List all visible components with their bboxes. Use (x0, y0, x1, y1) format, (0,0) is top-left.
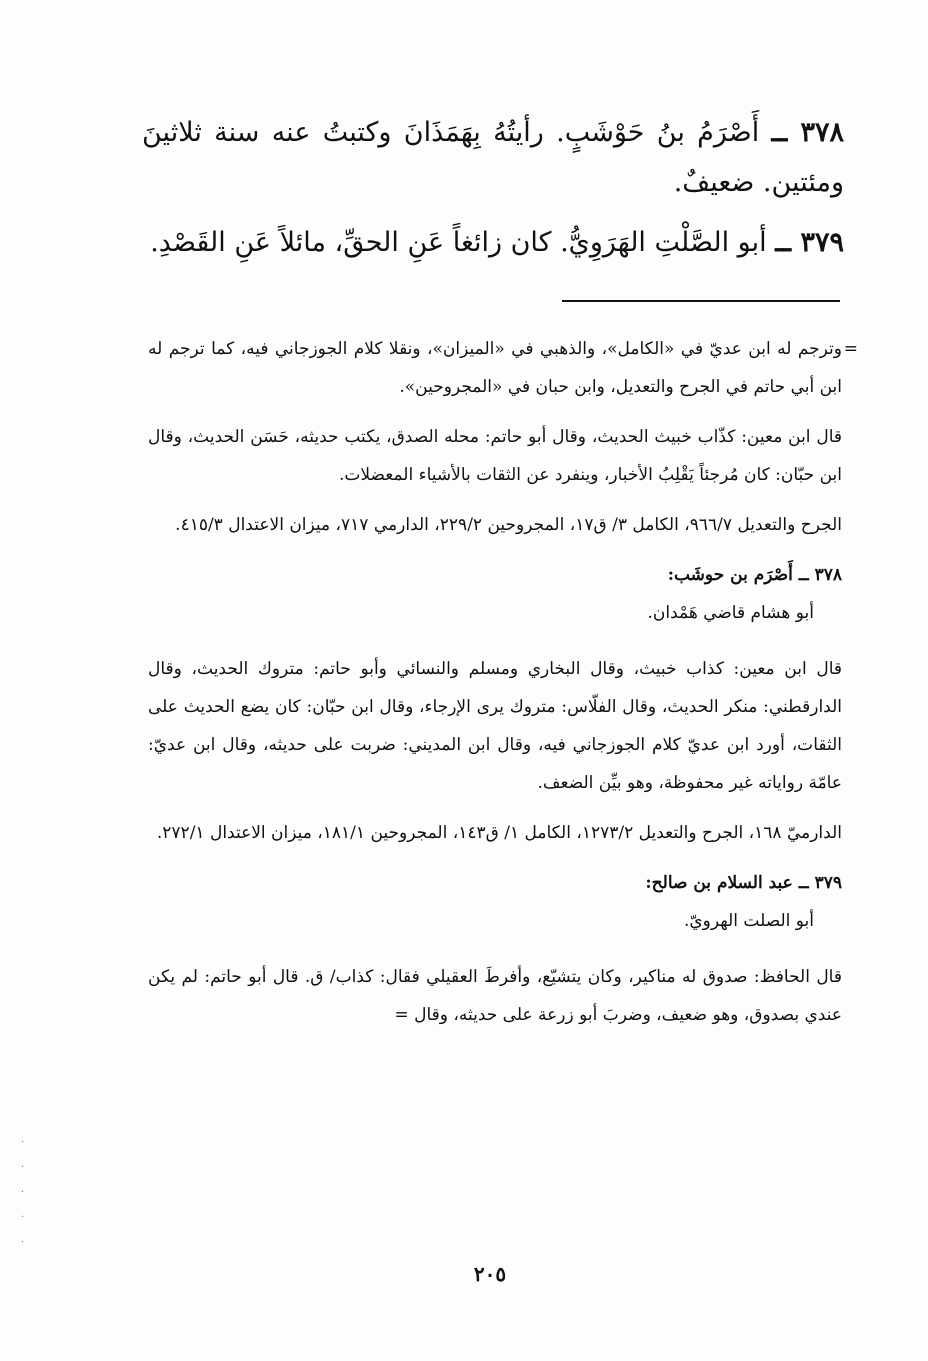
footnote-subheading: أبو الصلت الهرويّ. (683, 911, 814, 931)
footnote-paragraph: قال ابن معين: كذّاب خبيث الحديث، وقال أبو حاتم: محله الصدق، يكتب حديثه، حَسَن الحديث، وقال ابن حبّان: كان مُرجئاً يَقْلِبُ الأخبار، وينفرد عن الثقات بالأشياء المعضلات. (148, 427, 842, 485)
footnote-paragraph: قال ابن معين: كذاب خبيث، وقال البخاري ومسلم والنسائي وأبو حاتم: متروك الحديث، وقال الدارقطني: منكر الحديث، وقال الفلّاس: متروك يرى الإرجاء، وقال ابن حبّان: كان يضع الحديث على الثقات، أورد ابن عديّ كلام الجوزجاني فيه، وقال ابن المديني: ضربت على حديثه، وقال ابن عديّ: عامّة رواياته غير محفوظة، وهو بيِّن الضعف. (148, 659, 843, 793)
page-number: ٢٠٥ (473, 1262, 507, 1286)
entry-379 (142, 218, 844, 268)
footnotes (148, 330, 858, 1046)
footnote-subheading: أبو هشام قاضي هَمْدان. (647, 603, 814, 623)
entry-378 (142, 108, 844, 208)
footnote-references: الجرح والتعديل ٩٦٦/٧، الكامل ٣/ ق١٧، المجروحين ٢٢٩/٢، الدارمي ٧١٧، ميزان الاعتدال ٤١٥/٣. (175, 515, 842, 535)
entry-text: أبو الصَّلْتِ الهَرَوِيُّ. كان زائغاً عَنِ الحقِّ، مائلاً عَنِ القَصْدِ. (150, 227, 767, 258)
continuation-mark: = (843, 339, 858, 359)
footnote-separator (562, 300, 840, 302)
main-text (142, 108, 844, 278)
entry-number: ٣٧٩ ــ (775, 227, 844, 258)
footnote-paragraph: قال الحافظ: صدوق له مناكير، وكان يتشيّع، وأفرطَ العقيلي فقال: كذاب/ ق. قال أبو حاتم: لم يكن عندي بصدوق، وهو ضعيف، وضربَ أبو زرعة على حديثه، وقال = (148, 967, 842, 1025)
footnote-references: الدارميّ ١٦٨، الجرح والتعديل ١٢٧٣/٢، الكامل ١/ ق١٤٣، المجروحين ١٨١/١، ميزان الاعتدال ٢٧٢/١. (156, 823, 842, 843)
footnote-heading: ٣٧٩ ــ عبد السلام بن صالح: (645, 873, 842, 893)
footnote-heading: ٣٧٨ ــ أَصْرَم بن حوشَب: (667, 565, 842, 585)
margin-specks: · · · · · (20, 1137, 24, 1248)
footnote-paragraph (148, 330, 858, 406)
footnote-text: وترجم له ابن عديّ في «الكامل»، والذهبي في «الميزان»، ونقلا كلام الجوزجاني فيه، كما ترجم له ابن أبي حاتم في الجرح والتعديل، وابن حبان في «المجروحين». (148, 339, 842, 397)
entry-number: ٣٧٨ ــ (771, 117, 844, 148)
entry-text: أَصْرَمُ بنُ حَوْشَبٍ. رأيتُهُ بِهَمَذَانَ وكتبتُ عنه سنة ثلاثينَ ومئتين. ضعيفٌ. (142, 117, 844, 198)
